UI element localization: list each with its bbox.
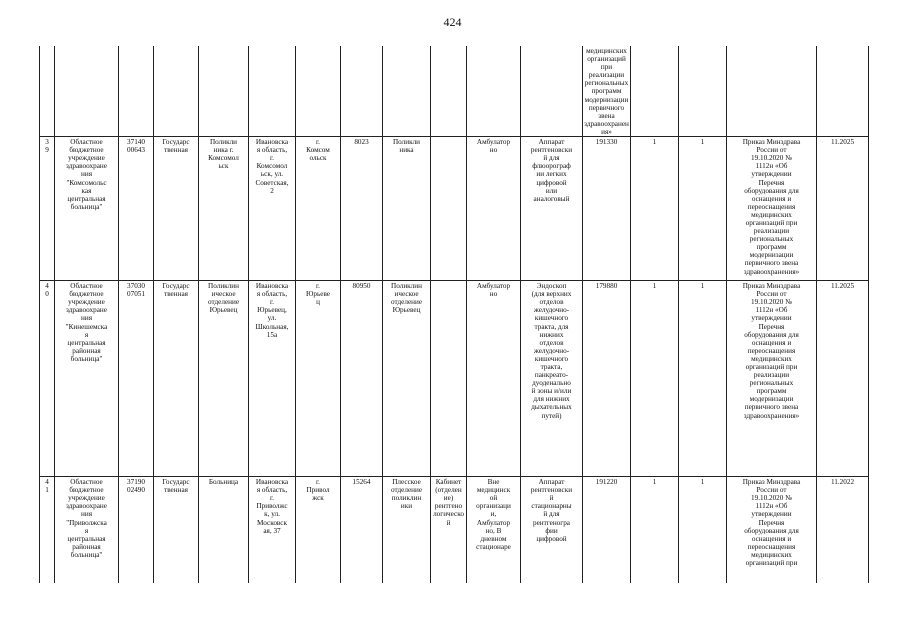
cell-equipment-code: 179880	[583, 281, 631, 477]
cell-unit	[383, 46, 431, 137]
cell-subdivision	[199, 46, 249, 137]
cell-oktmo: 15264	[341, 477, 383, 583]
cell-legal-basis: Приказ Минздрава России от 19.10.2020 № 1112н «Об утверждении Перечня оборудования для оснащения и переоснащения медицинских организаций при реализации региональных программ модернизации первичного звена здравоохранения»	[727, 137, 817, 281]
cell-locality: г. Юрьеве ц	[296, 281, 341, 477]
cell-code	[119, 46, 154, 137]
cell-ownership: Государс твенная	[154, 477, 199, 583]
cell-deadline: 11.2025	[817, 137, 869, 281]
cell-ownership: Государс твенная	[154, 137, 199, 281]
cell-quantity: 1	[631, 281, 679, 477]
cell-ownership: Государс твенная	[154, 281, 199, 477]
cell-department	[431, 281, 467, 477]
cell-unit: Плесское отделение поликлин ики	[383, 477, 431, 583]
cell-quantity-planned: 1	[679, 281, 727, 477]
table-row	[40, 137, 869, 281]
cell-address	[249, 46, 296, 137]
cell-subdivision: Поликлин ическое отделение Юрьевец	[199, 281, 249, 477]
cell-care-conditions: Амбулатор но	[467, 137, 521, 281]
cell-quantity-planned: 1	[679, 477, 727, 583]
equipment-table	[39, 46, 869, 583]
cell-subdivision: Поликли ника г. Комсомол ьск	[199, 137, 249, 281]
table-row	[40, 281, 869, 477]
cell-equipment: Аппарат рентгеновски й для флюорограф ии легких цифровой или аналоговый	[521, 137, 583, 281]
cell-code: 37140 00643	[119, 137, 154, 281]
cell-locality	[296, 46, 341, 137]
cell-ownership	[154, 46, 199, 137]
cell-care-conditions: Амбулатор но	[467, 281, 521, 477]
cell-oktmo: 8023	[341, 137, 383, 281]
cell-department	[431, 137, 467, 281]
cell-institution	[55, 46, 119, 137]
cell-code: 37030 07051	[119, 281, 154, 477]
cell-department: Кабинет (отделен ие) рентгено логическо й	[431, 477, 467, 583]
cell-locality: г. Комсом ольск	[296, 137, 341, 281]
cell-institution: Областное бюджетное учреждение здравоохране ния "Кинешемска я центральная районная больница"	[55, 281, 119, 477]
cell-quantity: 1	[631, 477, 679, 583]
cell-equipment-code: 191220	[583, 477, 631, 583]
cell-care-conditions	[467, 46, 521, 137]
cell-equipment: Эндоскоп (для верхних отделов желудочно- кишечного тракта, для нижних отделов желудочно- кишечного тракта, панкреато- дуоденально й зоны и/или для нижних дыхательных путей)	[521, 281, 583, 477]
table-row	[40, 477, 869, 583]
cell-number: 3 9	[40, 137, 55, 281]
cell-quantity: 1	[631, 137, 679, 281]
cell-quantity	[631, 46, 679, 137]
cell-deadline: 11.2022	[817, 477, 869, 583]
cell-department	[431, 46, 467, 137]
cell-deadline	[817, 46, 869, 137]
cell-number: 4 0	[40, 281, 55, 477]
cell-address: Ивановска я область, г. Юрьевец, ул. Школьная, 15а	[249, 281, 296, 477]
table-row-continuation	[40, 46, 869, 137]
cell-institution: Областное бюджетное учреждение здравоохране ния "Комсомольс кая центральная больница"	[55, 137, 119, 281]
cell-legal-basis: Приказ Минздрава России от 19.10.2020 № 1112н «Об утверждении Перечня оборудования для оснащения и переоснащения медицинских организаций при реализации региональных программ модернизации первичного звена здравоохранения»	[727, 281, 817, 477]
cell-quantity-planned: 1	[679, 137, 727, 281]
cell-equipment-code: 191330	[583, 137, 631, 281]
cell-oktmo	[341, 46, 383, 137]
cell-equipment: Аппарат рентгеновски й стационарны й для рентгеногра фии цифровой	[521, 477, 583, 583]
cell-number	[40, 46, 55, 137]
cell-deadline: 11.2025	[817, 281, 869, 477]
cell-unit: Поликлин ическое отделение Юрьевец	[383, 281, 431, 477]
cell-legal-basis	[727, 46, 817, 137]
cell-quantity-planned	[679, 46, 727, 137]
cell-institution: Областное бюджетное учреждение здравоохране ния "Приволжска я центральная районная больница"	[55, 477, 119, 583]
cell-unit: Поликли ника	[383, 137, 431, 281]
page-number: 424	[443, 15, 462, 29]
cell-subdivision: Больница	[199, 477, 249, 583]
cell-number: 4 1	[40, 477, 55, 583]
cell-oktmo: 80950	[341, 281, 383, 477]
cell-locality: г. Привол жск	[296, 477, 341, 583]
cell-code: 37190 02490	[119, 477, 154, 583]
cell-address: Ивановска я область, г. Приволжс к, ул. Московск ая, 37	[249, 477, 296, 583]
cell-equipment	[521, 46, 583, 137]
cell-equipment-code: медицинских организаций при реализации региональных программ модернизации первичного звена здравоохранения»	[584, 47, 629, 136]
cell-address: Ивановска я область, г. Комсомол ьск, ул. Советская, 2	[249, 137, 296, 281]
cell-legal-basis: Приказ Минздрава России от 19.10.2020 № 1112н «Об утверждении Перечня оборудования для оснащения и переоснащения медицинских организаций при	[727, 477, 817, 583]
cell-care-conditions: Вне медицинск ой организаци и, Амбулатор но, В дневном стационаре	[467, 477, 521, 583]
